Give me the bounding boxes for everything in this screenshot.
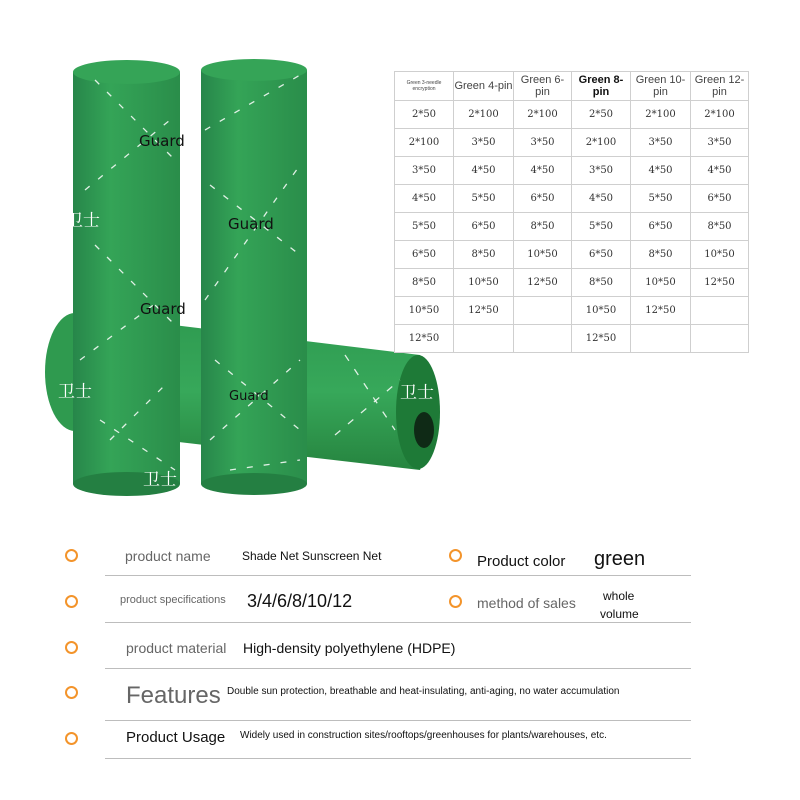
table-cell: 10*50 xyxy=(514,241,572,269)
table-row xyxy=(395,325,749,353)
table-row xyxy=(395,157,749,185)
material-value: High-density polyethylene (HDPE) xyxy=(243,640,456,656)
features-label: Features xyxy=(126,682,221,709)
divider xyxy=(105,720,691,721)
bullet-icon xyxy=(449,549,462,562)
table-cell: 12*50 xyxy=(514,269,572,297)
table-cell: 6*50 xyxy=(514,185,572,213)
table-cell xyxy=(454,325,514,353)
table-cell: 10*50 xyxy=(691,241,749,269)
product-name-value: Shade Net Sunscreen Net xyxy=(242,549,382,563)
standing-roll-left xyxy=(73,60,180,496)
roll-label-cn: 卫士 xyxy=(58,382,92,402)
specifications-value: 3/4/6/8/10/12 xyxy=(247,591,353,611)
usage-value: Widely used in construction sites/rooftops/greenhouses for plants/warehouses, etc. xyxy=(240,730,607,741)
table-cell: 5*50 xyxy=(395,213,454,241)
bullet-icon xyxy=(65,549,78,562)
table-row xyxy=(395,213,749,241)
bullet-icon xyxy=(449,595,462,608)
table-cell: 3*50 xyxy=(691,129,749,157)
table-cell: 3*50 xyxy=(395,157,454,185)
table-cell: 2*100 xyxy=(572,129,631,157)
material-label: product material xyxy=(126,640,227,656)
table-cell xyxy=(514,297,572,325)
column-header: Green 6-pin xyxy=(514,72,572,101)
divider xyxy=(105,758,691,759)
table-cell: 8*50 xyxy=(454,241,514,269)
table-cell: 4*50 xyxy=(454,157,514,185)
product-image xyxy=(0,40,460,510)
table-cell: 8*50 xyxy=(514,213,572,241)
table-cell: 2*50 xyxy=(395,101,454,129)
table-cell: 4*50 xyxy=(395,185,454,213)
table-row xyxy=(395,241,749,269)
table-row xyxy=(395,101,749,129)
table-cell: 4*50 xyxy=(631,157,691,185)
table-cell: 10*50 xyxy=(572,297,631,325)
table-cell: 6*50 xyxy=(691,185,749,213)
usage-label: Product Usage xyxy=(126,729,226,746)
sales-method-value: volume xyxy=(600,607,639,621)
table-cell: 2*100 xyxy=(691,101,749,129)
table-cell: 12*50 xyxy=(691,269,749,297)
table-cell: 5*50 xyxy=(454,185,514,213)
roll-label: Guard xyxy=(229,389,269,404)
table-cell: 12*50 xyxy=(572,325,631,353)
table-cell: 10*50 xyxy=(395,297,454,325)
table-cell: 8*50 xyxy=(691,213,749,241)
table-cell xyxy=(514,325,572,353)
bullet-icon xyxy=(65,732,78,745)
product-name-label: product name xyxy=(125,548,211,564)
sales-method-value: whole xyxy=(603,589,635,603)
table-cell: 3*50 xyxy=(514,129,572,157)
table-cell: 5*50 xyxy=(631,185,691,213)
specifications-label: product specifications xyxy=(120,594,226,606)
table-cell: 4*50 xyxy=(572,185,631,213)
roll-label-cn: 卫士 xyxy=(143,470,177,490)
table-cell: 8*50 xyxy=(631,241,691,269)
table-cell: 8*50 xyxy=(572,269,631,297)
table-cell xyxy=(691,297,749,325)
table-cell xyxy=(691,325,749,353)
roll-label: Guard xyxy=(228,215,274,233)
table-cell: 12*50 xyxy=(395,325,454,353)
table-cell: 10*50 xyxy=(454,269,514,297)
roll-label: Guard xyxy=(139,132,185,150)
table-cell: 2*100 xyxy=(631,101,691,129)
column-header: Green 12-pin xyxy=(691,72,749,101)
table-cell: 10*50 xyxy=(631,269,691,297)
divider xyxy=(105,668,691,669)
standing-roll-right xyxy=(201,59,307,495)
table-header-row xyxy=(395,72,749,101)
table-cell: 8*50 xyxy=(395,269,454,297)
table-cell: 3*50 xyxy=(454,129,514,157)
table-cell: 6*50 xyxy=(572,241,631,269)
size-table xyxy=(394,71,749,353)
table-cell: 2*100 xyxy=(395,129,454,157)
divider xyxy=(105,575,691,576)
table-cell: 4*50 xyxy=(691,157,749,185)
table-cell: 6*50 xyxy=(454,213,514,241)
table-cell: 12*50 xyxy=(454,297,514,325)
table-cell: 6*50 xyxy=(395,241,454,269)
table-row xyxy=(395,297,749,325)
product-color-value: green xyxy=(594,548,646,570)
column-header: Green 8-pin xyxy=(572,72,631,101)
table-cell: 2*50 xyxy=(572,101,631,129)
bullet-icon xyxy=(65,595,78,608)
column-header: Green 4-pin xyxy=(454,72,514,101)
table-cell: 3*50 xyxy=(631,129,691,157)
features-value: Double sun protection, breathable and heat-insulating, anti-aging, no water accumulation xyxy=(227,686,620,697)
column-header: Green 3-needle encryption xyxy=(395,72,454,101)
table-cell: 3*50 xyxy=(572,157,631,185)
table-cell: 2*100 xyxy=(454,101,514,129)
product-color-label: Product color xyxy=(477,553,566,570)
table-cell: 12*50 xyxy=(631,297,691,325)
roll-label: Guard xyxy=(140,300,186,318)
roll-label-cn: 卫士 xyxy=(400,383,434,403)
table-cell: 6*50 xyxy=(631,213,691,241)
table-cell: 5*50 xyxy=(572,213,631,241)
bullet-icon xyxy=(65,641,78,654)
table-cell: 2*100 xyxy=(514,101,572,129)
sales-method-label: method of sales xyxy=(477,595,576,611)
table-row xyxy=(395,269,749,297)
table-row xyxy=(395,185,749,213)
divider xyxy=(105,622,691,623)
bullet-icon xyxy=(65,686,78,699)
table-cell: 4*50 xyxy=(514,157,572,185)
table-row xyxy=(395,129,749,157)
column-header: Green 10-pin xyxy=(631,72,691,101)
table-cell xyxy=(631,325,691,353)
roll-label-cn: 卫士 xyxy=(66,211,100,231)
